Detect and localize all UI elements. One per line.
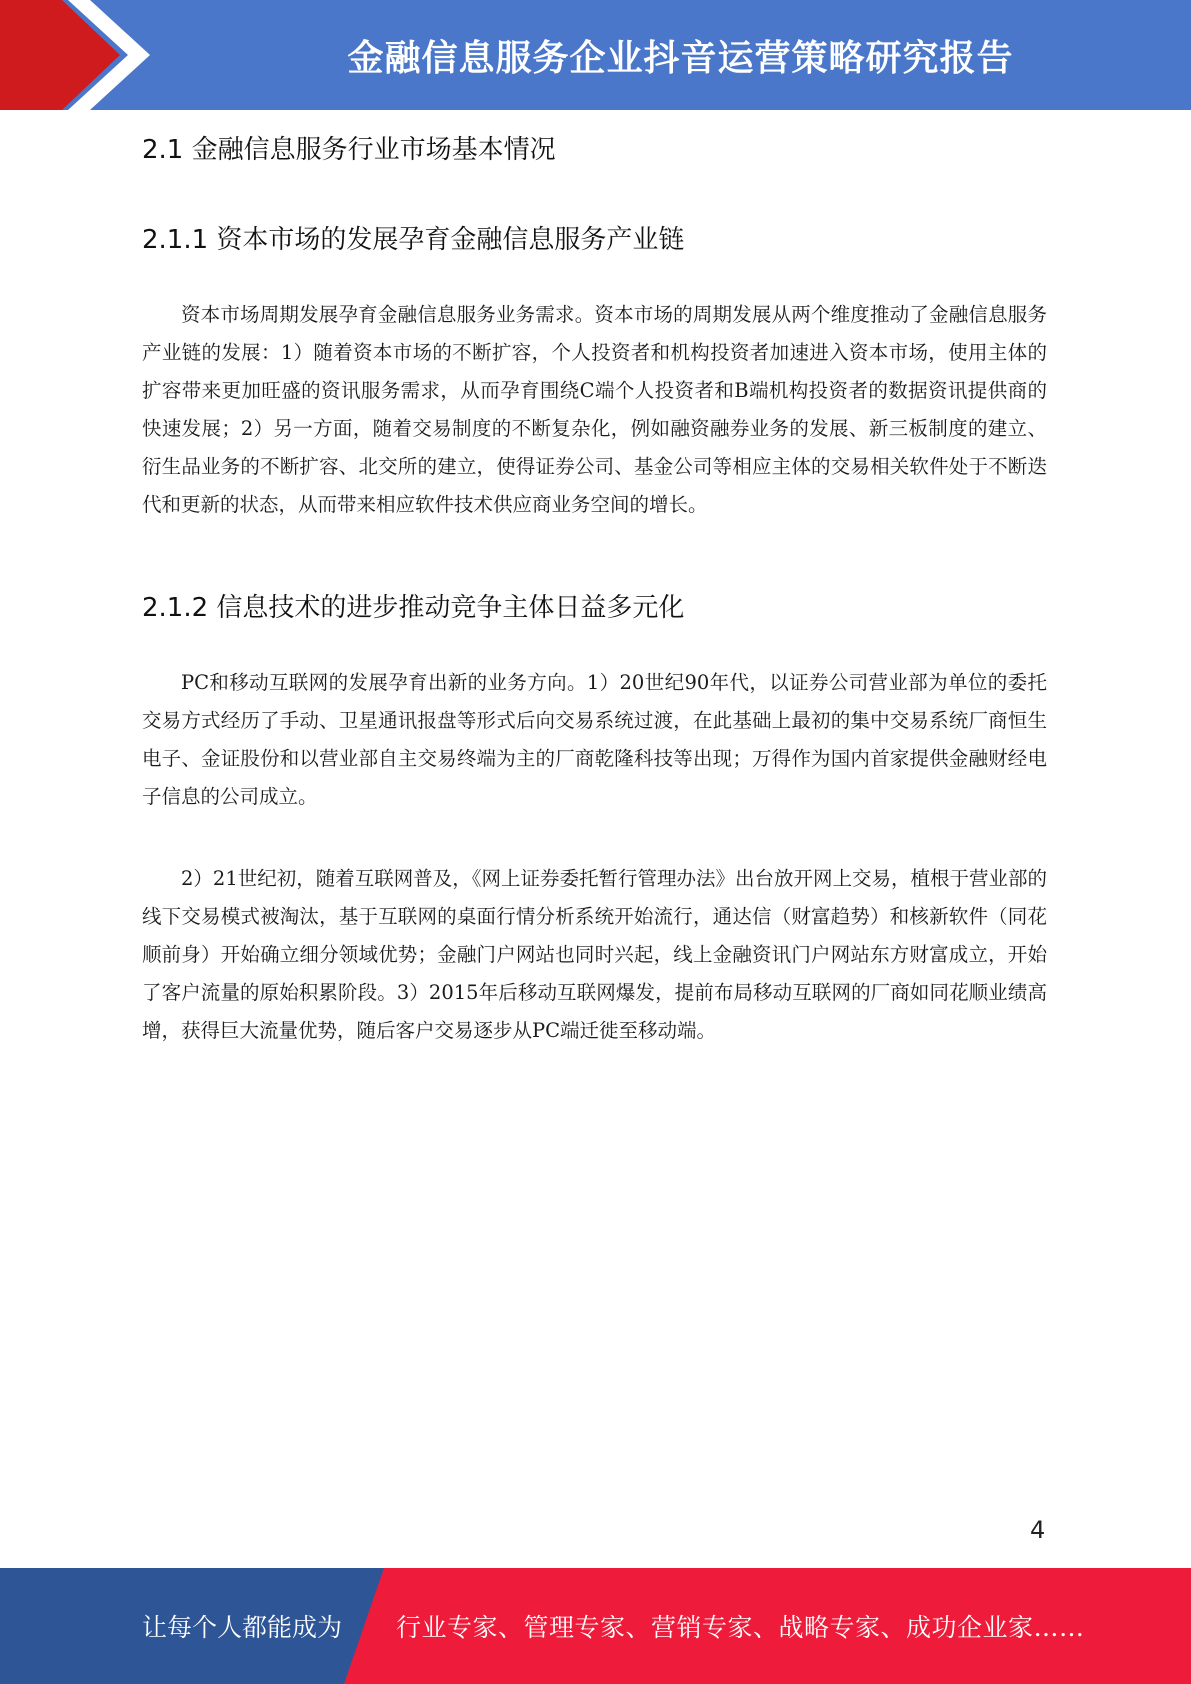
section-heading-2-1: 2.1 金融信息服务行业市场基本情况 [142,135,556,165]
report-title: 金融信息服务企业抖音运营策略研究报告 [347,37,1014,79]
page-number: 4 [1030,1516,1046,1544]
footer-slogan-right: 行业专家、管理专家、营销专家、战略专家、成功企业家…… [396,1613,1085,1642]
section-heading-2-1-2: 2.1.2 信息技术的进步推动竞争主体日益多元化 [142,593,685,623]
paragraph-21st-century: 2）21世纪初，随着互联网普及，《网上证券委托暂行管理办法》出台放开网上交易，植根于营业部的线下交易模式被淘汰，基于互联网的桌面行情分析系统开始流行，通达信（财富趋势）和核新软件（同花顺前身）开始确立细分领域优势；金融门户网站也同时兴起，线上金融资讯门户网站东方财富成立，开始了客户流量的原始积累阶段。3）2015年后移动互联网爆发，提前布局移动互联网的厂商如同花顺业绩高增，获得巨大流量优势，随后客户交易逐步从PC端迁徙至移动端。 [142,867,1047,1042]
footer-banner [0,1568,1191,1684]
report-header-banner [0,0,1191,110]
header-red-chevron [0,0,150,110]
section-heading-2-1-1: 2.1.1 资本市场的发展孕育金融信息服务产业链 [142,225,685,255]
footer-slogan-left: 让每个人都能成为 [142,1613,343,1642]
paragraph-pc-mobile-internet: PC和移动互联网的发展孕育出新的业务方向。1）20世纪90年代，以证券公司营业部为单位的委托交易方式经历了手动、卫星通讯报盘等形式后向交易系统过渡，在此基础上最初的集中交易系统厂商恒生电子、金证股份和以营业部自主交易终端为主的厂商乾隆科技等出现；万得作为国内首家提供金融财经电子信息的公司成立。 [142,671,1047,808]
paragraph-capital-market: 资本市场周期发展孕育金融信息服务业务需求。资本市场的周期发展从两个维度推动了金融信息服务产业链的发展：1）随着资本市场的不断扩容，个人投资者和机构投资者加速进入资本市场，使用主体的扩容带来更加旺盛的资讯服务需求，从而孕育围绕C端个人投资者和B端机构投资者的数据资讯提供商的快速发展；2）另一方面，随着交易制度的不断复杂化，例如融资融券业务的发展、新三板制度的建立、衍生品业务的不断扩容、北交所的建立，使得证券公司、基金公司等相应主体的交易相关软件处于不断迭代和更新的状态，从而带来相应软件技术供应商业务空间的增长。 [142,303,1047,516]
